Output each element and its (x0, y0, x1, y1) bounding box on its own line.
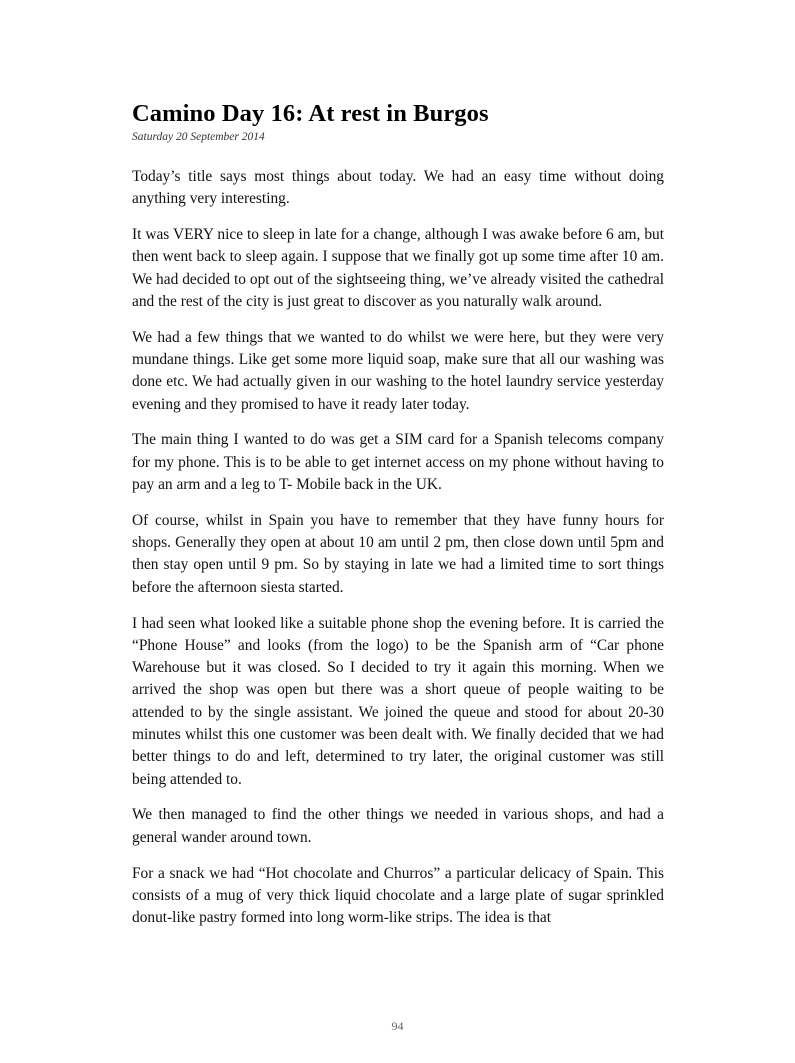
paragraph: Of course, whilst in Spain you have to remember that they have funny hours for shops. Generally they open at about 10 am until 2 pm, then close down until 5pm and then stay open until 9 pm. So by staying in late we had a limited time to sort things before the afternoon siesta started. (132, 511, 664, 596)
document-body (132, 98, 664, 943)
paragraph: The main thing I wanted to do was get a SIM card for a Spanish telecoms company for my phone. This is to be able to get internet access on my phone without having to pay an arm and a leg to T- Mobile back in the UK. (132, 431, 664, 494)
paragraph: We had a few things that we wanted to do whilst we were here, but they were very mundane things. Like get some more liquid soap, make sure that all our washing was done etc. We had actually given in our washing to the hotel laundry service yesterday evening and they promised to have it ready later today. (132, 328, 664, 413)
page-number: 94 (391, 1019, 404, 1033)
paragraph: I had seen what looked like a suitable phone shop the evening before. It is carried the “Phone House” and looks (from the logo) to be the Spanish arm of “Car phone Warehouse but it was closed. So I decided to try it again this morning. When we arrived the shop was open but there was a short queue of people waiting to be attended to by the single assistant. We joined the queue and stood for about 20-30 minutes whilst this one customer was been dealt with. We finally decided that we had better things to do and left, determined to try later, the original customer was still being attended to. (132, 614, 664, 788)
paragraph: We then managed to find the other things we needed in various shops, and had a general wander around town. (132, 806, 664, 846)
post-date: Saturday 20 September 2014 (132, 131, 265, 143)
paragraph: It was VERY nice to sleep in late for a change, although I was awake before 6 am, but then went back to sleep again. I suppose that we finally got up some time after 10 am. We had decided to opt out of the sightseeing thing, we’ve already visited the cathedral and the rest of the city is just great to discover as you naturally walk around. (132, 226, 664, 310)
paragraph: For a snack we had “Hot chocolate and Churros” a particular delicacy of Spain. This consists of a mug of very thick liquid chocolate and a large plate of sugar sprinkled donut-like pastry formed into long worm-like strips. The idea is that (132, 864, 664, 927)
page-title: Camino Day 16: At rest in Burgos (132, 100, 489, 127)
paragraph: Today’s title says most things about today. We had an easy time without doing anything very interesting. (132, 168, 664, 208)
